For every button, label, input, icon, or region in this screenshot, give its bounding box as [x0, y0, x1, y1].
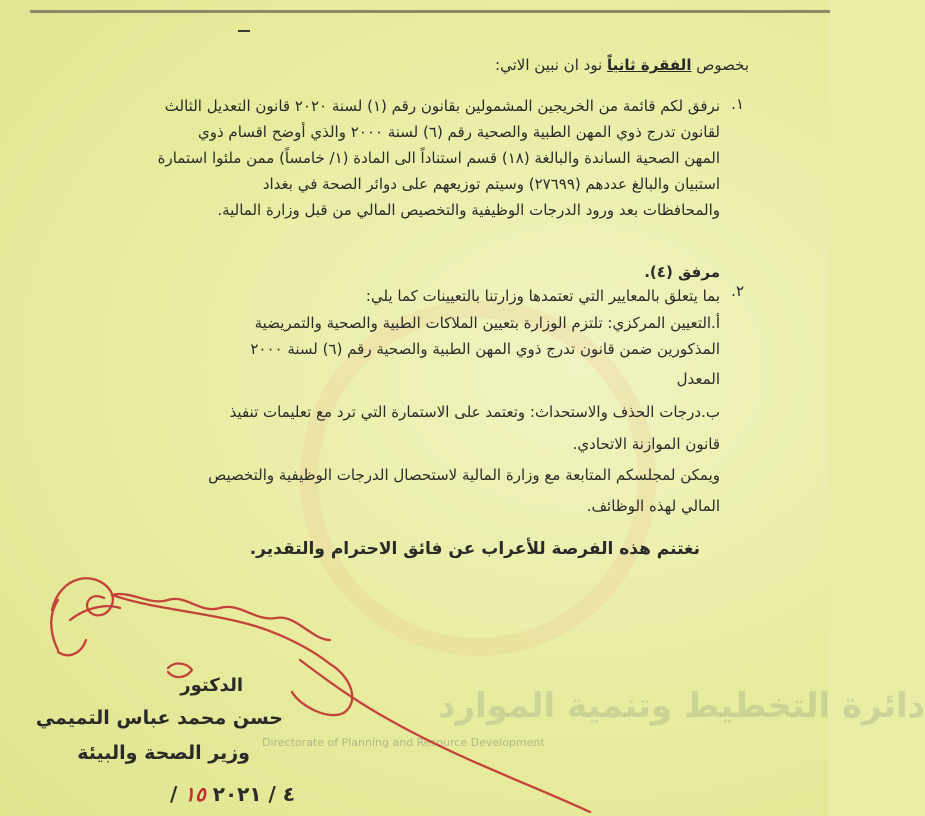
item1-line-5: والمحافظات بعد ورود الدرجات الوظيفية والتخصيص المالي من قبل وزارة المالية. — [217, 201, 720, 219]
signature-position: وزير الصحة والبيئة — [77, 742, 250, 764]
item2-b-line-2: قانون الموازنة الاتحادي. — [572, 435, 720, 453]
item2-c-line-1: ويمكن لمجلسكم المتابعة مع وزارة المالية لاستحصال الدرجات الوظيفية والتخصيص — [208, 466, 720, 484]
signature-title: الدكتور — [180, 675, 243, 696]
item2-a-line-3: المعدل — [676, 370, 720, 388]
item1-line-1: نرفق لكم قائمة من الخريجين المشمولين بقانون رقم (١) لسنة ٢٠٢٠ قانون التعديل الثالث — [164, 97, 720, 115]
signature-name: حسن محمد عباس التميمي — [35, 707, 283, 729]
intro-prefix: بخصوص — [696, 56, 749, 74]
item2-c-line-2: المالي لهذه الوظائف. — [586, 497, 720, 515]
date-handwritten: ١٥ — [184, 782, 206, 806]
item2-intro: بما يتعلق بالمعايير التي تعتمدها وزارتنا بالتعيينات كما يلي: — [365, 287, 720, 305]
item1-line-4: استبيان والبالغ عددهم (٢٧٦٩٩) وسيتم توزيعهم على دوائر الصحة في بغداد — [262, 175, 720, 193]
item1-attachment: مرفق (٤). — [644, 263, 720, 281]
intro-highlight: الفقرة ثانياً — [607, 56, 692, 74]
item1-line-3: المهن الصحية الساندة والبالغة (١٨) قسم استناداً الى المادة (١/ خامساً) ممن ملئوا استمارة — [157, 149, 720, 167]
item2-b-line-1: ب.درجات الحذف والاستحداث: وتعتمد على الاستمارة التي ترد مع تعليمات تنفيذ — [229, 403, 720, 421]
item2-a-line-1: أ.التعيين المركزي: تلتزم الوزارة بتعيين الملاكات الطبية والصحية والتمريضية — [254, 314, 720, 332]
watermark-english: Directorate of Planning and Resource Development — [262, 736, 545, 749]
item1-number: ١. — [731, 95, 744, 113]
item2-a-line-2: المذكورين ضمن قانون تدرج ذوي المهن الطبية والصحية رقم (٦) لسنة ٢٠٠٠ — [250, 340, 720, 358]
date-printed: / ٤ / ٢٠٢١ — [170, 782, 296, 806]
intro-rest: نود ان نبين الاتي: — [495, 56, 603, 74]
closing-line: نغتنم هذه الفرصة للأعراب عن فائق الاحترام والتقدير. — [249, 539, 700, 559]
watermark-arabic: دائرة التخطيط وتنمية الموارد — [438, 686, 925, 726]
item2-number: ٢. — [731, 282, 744, 300]
item1-line-2: لقانون تدرج ذوي المهن الطبية والصحية رقم (٦) لسنة ٢٠٠٠ والذي أوضح اقسام ذوي — [197, 123, 720, 141]
